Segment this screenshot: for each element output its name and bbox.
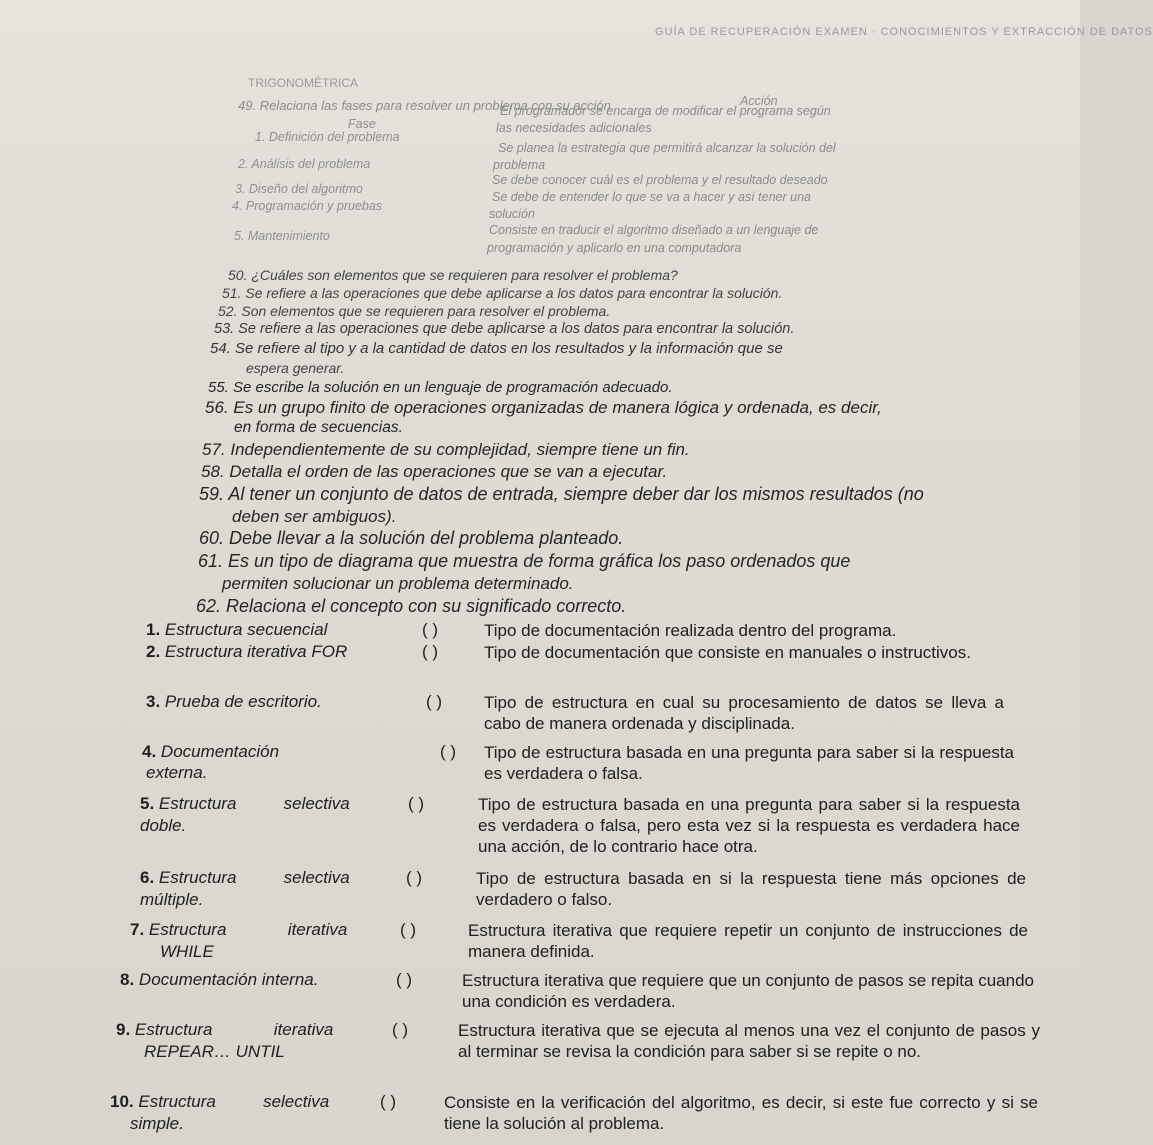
term-9-cont: REPEAR… UNTIL: [144, 1042, 285, 1061]
action-line-5: Se debe conocer cuál es el problema y el resultado deseado: [492, 173, 828, 187]
definition-3: Tipo de estructura en cual su procesamiento de datos se lleva a cabo de manera ordenada y disciplinada.: [484, 693, 1004, 733]
term-4: 4. Documentación: [142, 742, 280, 761]
action-line-4: problema: [493, 158, 546, 172]
question-60: 60. Debe llevar a la solución del problema planteado.: [199, 528, 624, 548]
action-line-1: El programador se encarga de modificar el programa según: [500, 104, 831, 118]
action-line-6: Se debe de entender lo que se va a hacer y así tener una: [492, 190, 811, 204]
action-line-9: programación y aplicarlo en una computadora: [487, 241, 742, 255]
question-62: 62. Relaciona el concepto con su significado correcto.: [196, 596, 627, 616]
term-4-cont: externa.: [146, 763, 208, 782]
phase-4: 4. Programación y pruebas: [232, 199, 383, 213]
term-5-cont: doble.: [140, 816, 187, 835]
action-line-2: las necesidades adicionales: [496, 121, 652, 135]
question-58: 58. Detalla el orden de las operaciones que se van a ejecutar.: [201, 462, 668, 481]
question-61: 61. Es un tipo de diagrama que muestra de forma gráfica los paso ordenados que: [198, 551, 851, 571]
definition-8: Estructura iterativa que requiere que un conjunto de pasos se repita cuando una condición es verdadera.: [462, 971, 1034, 1011]
matching-row-9: [110, 1020, 1040, 1088]
term-3: 3. Prueba de escritorio.: [146, 692, 322, 711]
question-54: 54. Se refiere al tipo y a la cantidad de datos en los resultados y la información que se: [210, 340, 783, 357]
definition-9: Estructura iterativa que se ejecuta al menos una vez el conjunto de pasos y al terminar se revisa la condición para saber si se repite o no.: [458, 1021, 1040, 1061]
header-top-left: TRIGONOMÉTRICA: [248, 76, 358, 90]
matching-row-4: [110, 742, 1040, 790]
phase-3: 3. Diseño del algoritmo: [235, 182, 363, 196]
definition-6: Tipo de estructura basada en si la respuesta tiene más opciones de verdadero o falso.: [476, 869, 1026, 909]
answer-blank-8[interactable]: ( ): [396, 970, 413, 989]
definition-10: Consiste en la verificación del algoritmo, es decir, si este fue correcto y si se tiene la solución al problema.: [444, 1093, 1038, 1133]
answer-blank-1[interactable]: ( ): [422, 620, 439, 639]
matching-row-6: [110, 868, 1040, 916]
answer-blank-5[interactable]: ( ): [408, 794, 425, 813]
matching-row-3: [110, 692, 1040, 738]
term-9: 9. Estructura iterativa: [116, 1020, 334, 1039]
matching-row-7: [110, 920, 1040, 966]
matching-row-10: [110, 1092, 1040, 1138]
fase-label: Fase: [348, 117, 376, 131]
phase-1: 1. Definición del problema: [255, 130, 400, 144]
accion-label: Acción: [740, 94, 778, 108]
term-1: 1. Estructura secuencial: [146, 620, 328, 639]
answer-blank-9[interactable]: ( ): [392, 1020, 409, 1039]
term-7: 7. Estructura iterativa: [130, 920, 348, 939]
term-7-cont: WHILE: [160, 942, 214, 961]
answer-blank-6[interactable]: ( ): [406, 868, 423, 887]
answer-blank-4[interactable]: ( ): [440, 742, 457, 761]
question-51: 51. Se refiere a las operaciones que debe aplicarse a los datos para encontrar la solución.: [222, 285, 783, 301]
question-59-cont: deben ser ambiguos).: [232, 507, 397, 526]
question-57: 57. Independientemente de su complejidad, siempre tiene un fin.: [202, 440, 690, 459]
term-10-cont: simple.: [130, 1114, 184, 1133]
question-52: 52. Son elementos que se requieren para resolver el problema.: [218, 303, 611, 319]
term-6: 6. Estructura selectiva: [140, 868, 350, 887]
action-line-7: solución: [489, 207, 535, 221]
question-49: 49. Relaciona las fases para resolver un problema con su acción: [238, 98, 611, 113]
phase-2: 2. Análisis del problema: [238, 157, 371, 171]
question-61-cont: permiten solucionar un problema determinado.: [222, 574, 574, 593]
header-top-right: GUÍA DE RECUPERACIÓN EXAMEN · CONOCIMIENTOS Y EXTRACCIÓN DE DATOS: [655, 26, 1153, 38]
action-line-8: Consiste en traducir el algoritmo diseñado a un lenguaje de: [489, 223, 819, 237]
question-50: 50. ¿Cuáles son elementos que se requieren para resolver el problema?: [228, 267, 678, 283]
answer-blank-2[interactable]: ( ): [422, 642, 439, 661]
question-55: 55. Se escribe la solución en un lenguaje de programación adecuado.: [208, 379, 673, 396]
matching-row-2: [110, 642, 1040, 688]
matching-row-8: [110, 970, 1040, 1016]
definition-4: Tipo de estructura basada en una pregunta para saber si la respuesta es verdadera o falsa.: [484, 743, 1014, 783]
matching-table: [110, 620, 1040, 1133]
term-2: 2. Estructura iterativa FOR: [146, 642, 348, 661]
matching-row-5: [110, 794, 1040, 864]
question-59: 59. Al tener un conjunto de datos de entrada, siempre deber dar los mismos resultados (no: [199, 484, 924, 504]
definition-5: Tipo de estructura basada en una pregunta para saber si la respuesta es verdadera o falsa, pero esta vez si la respuesta es verdadera hace una acción, de lo contrario hace otra.: [478, 795, 1020, 856]
answer-blank-10[interactable]: ( ): [380, 1092, 397, 1111]
question-53: 53. Se refiere a las operaciones que debe aplicarse a los datos para encontrar la solución.: [214, 321, 795, 337]
definition-1: Tipo de documentación realizada dentro del programa.: [484, 621, 897, 640]
term-5: 5. Estructura selectiva: [140, 794, 350, 813]
term-8: 8. Documentación interna.: [120, 970, 319, 989]
question-56: 56. Es un grupo finito de operaciones organizadas de manera lógica y ordenada, es decir,: [205, 398, 882, 417]
action-line-3: Se planea la estrategia que permitirá alcanzar la solución del: [498, 141, 836, 155]
definition-7: Estructura iterativa que requiere repetir un conjunto de instrucciones de manera definida.: [468, 921, 1028, 961]
definition-2: Tipo de documentación que consiste en manuales o instructivos.: [484, 643, 971, 662]
answer-blank-7[interactable]: ( ): [400, 920, 417, 939]
term-6-cont: múltiple.: [140, 890, 204, 909]
question-54-cont: espera generar.: [246, 360, 345, 376]
term-10: 10. Estructura selectiva: [110, 1092, 330, 1111]
question-56-cont: en forma de secuencias.: [234, 419, 403, 436]
phase-5: 5. Mantenimiento: [234, 229, 330, 243]
answer-blank-3[interactable]: ( ): [426, 692, 443, 711]
